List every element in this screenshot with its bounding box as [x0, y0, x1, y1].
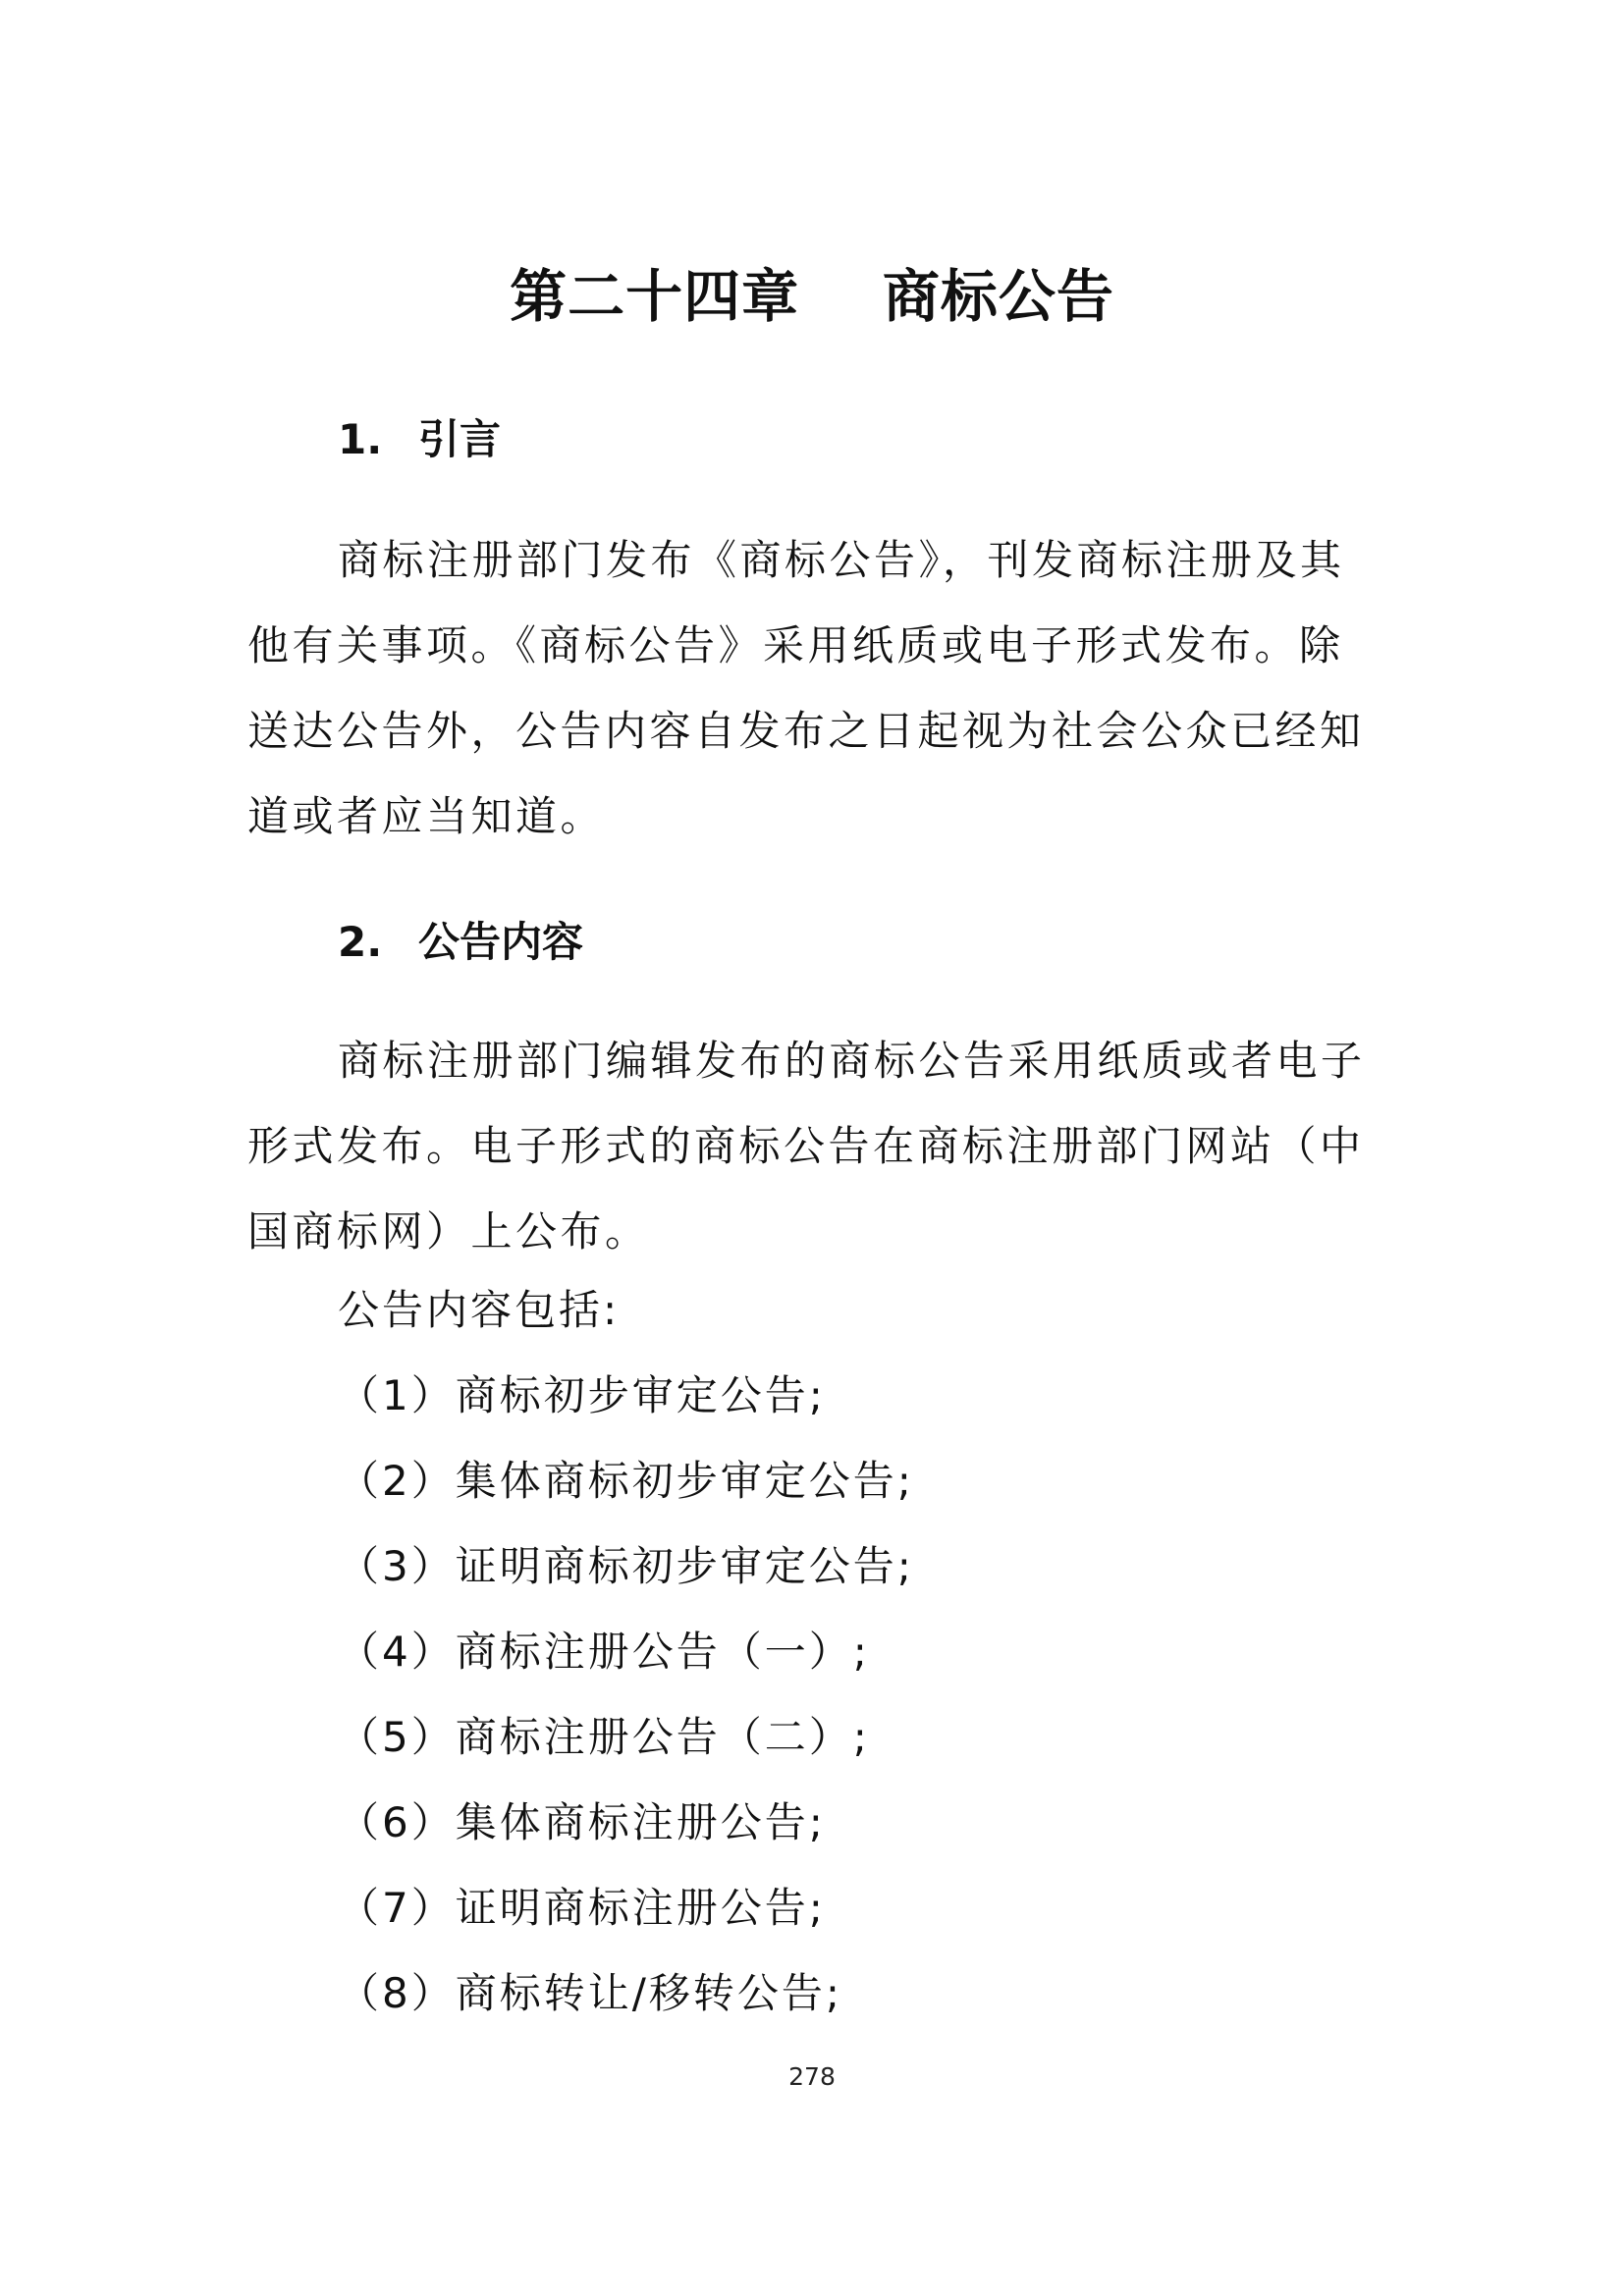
- list-item: （5）商标注册公告（二）;: [338, 1713, 870, 1761]
- announcement-content-paragraph: 商标注册部门编辑发布的商标公告采用纸质或者电子形式发布。电子形式的商标公告在商标注册部门网站（中国商标网）上公布。: [247, 1037, 1366, 1255]
- list-item: （6）集体商标注册公告;: [338, 1798, 826, 1846]
- list-item: （8）商标转让/移转公告;: [338, 1969, 843, 2017]
- section-number: 1.: [338, 415, 383, 463]
- section-title: 引言: [418, 415, 502, 463]
- list-item: （2）集体商标初步审定公告;: [338, 1457, 914, 1505]
- section-number: 2.: [338, 918, 383, 966]
- section-heading-introduction: [338, 410, 501, 469]
- list-intro: 公告内容包括:: [338, 1286, 621, 1334]
- section-title: 公告内容: [418, 918, 584, 966]
- list-item: （4）商标注册公告（一）;: [338, 1628, 870, 1676]
- section-heading-announcement-content: [338, 913, 583, 972]
- page-number: 278: [788, 2062, 836, 2091]
- chapter-title: 第二十四章 商标公告: [510, 263, 1114, 330]
- list-item: （1）商标初步审定公告;: [338, 1371, 826, 1419]
- list-item: （3）证明商标初步审定公告;: [338, 1542, 914, 1590]
- list-item: （7）证明商标注册公告;: [338, 1884, 826, 1932]
- introduction-paragraph: 商标注册部门发布《商标公告》，刊发商标注册及其他有关事项。《商标公告》采用纸质或电子形式发布。除送达公告外，公告内容自发布之日起视为社会公众已经知道或者应当知道。: [247, 536, 1365, 840]
